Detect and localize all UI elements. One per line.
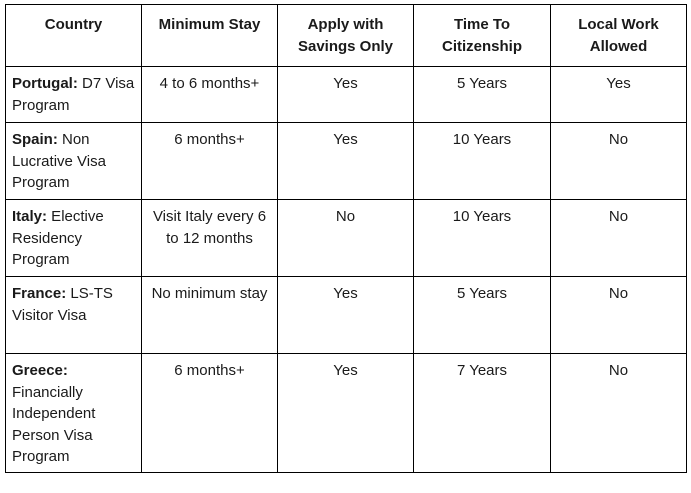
savings-only-cell: Yes (278, 277, 414, 354)
local-work-cell: No (551, 200, 687, 277)
country-program: D7 Visa Program (12, 75, 135, 114)
table-row (6, 67, 687, 123)
time-to-citizenship-cell: 10 Years (414, 123, 551, 200)
header-minimum-stay: Minimum Stay (142, 5, 278, 67)
country-cell (6, 354, 142, 473)
savings-only-cell: No (278, 200, 414, 277)
country-name: Portugal: (12, 75, 78, 92)
local-work-cell: Yes (551, 67, 687, 123)
country-cell (6, 277, 142, 354)
table-row (6, 123, 687, 200)
header-time-to-citizenship: Time To Citizenship (414, 5, 551, 67)
minimum-stay-cell: 4 to 6 months+ (142, 67, 278, 123)
country-program: Elective Residency Program (12, 208, 104, 268)
local-work-cell: No (551, 354, 687, 473)
table-row (6, 354, 687, 473)
savings-only-cell: Yes (278, 354, 414, 473)
country-cell (6, 200, 142, 277)
country-program: LS-TS Visitor Visa (12, 285, 113, 324)
visa-comparison-table (5, 4, 687, 473)
country-name: Greece: (12, 362, 68, 379)
header-row (6, 5, 687, 67)
minimum-stay-cell: Visit Italy every 6 to 12 months (142, 200, 278, 277)
header-savings-only: Apply with Savings Only (278, 5, 414, 67)
country-name: Italy: (12, 208, 48, 225)
country-program: Non Lucrative Visa Program (12, 131, 106, 191)
minimum-stay-cell: 6 months+ (142, 354, 278, 473)
country-name: Spain: (12, 131, 58, 148)
country-cell (6, 123, 142, 200)
country-program: Financially Independent Person Visa Program (12, 383, 96, 465)
time-to-citizenship-cell: 5 Years (414, 277, 551, 354)
time-to-citizenship-cell: 10 Years (414, 200, 551, 277)
table-row (6, 277, 687, 354)
time-to-citizenship-cell: 7 Years (414, 354, 551, 473)
country-name: France: (12, 285, 67, 302)
time-to-citizenship-cell: 5 Years (414, 67, 551, 123)
savings-only-cell: Yes (278, 67, 414, 123)
table-header (6, 5, 687, 67)
minimum-stay-cell: No minimum stay (142, 277, 278, 354)
table-body (6, 67, 687, 473)
header-country: Country (6, 5, 142, 67)
country-cell (6, 67, 142, 123)
table-row (6, 200, 687, 277)
header-local-work: Local Work Allowed (551, 5, 687, 67)
local-work-cell: No (551, 277, 687, 354)
savings-only-cell: Yes (278, 123, 414, 200)
local-work-cell: No (551, 123, 687, 200)
minimum-stay-cell: 6 months+ (142, 123, 278, 200)
